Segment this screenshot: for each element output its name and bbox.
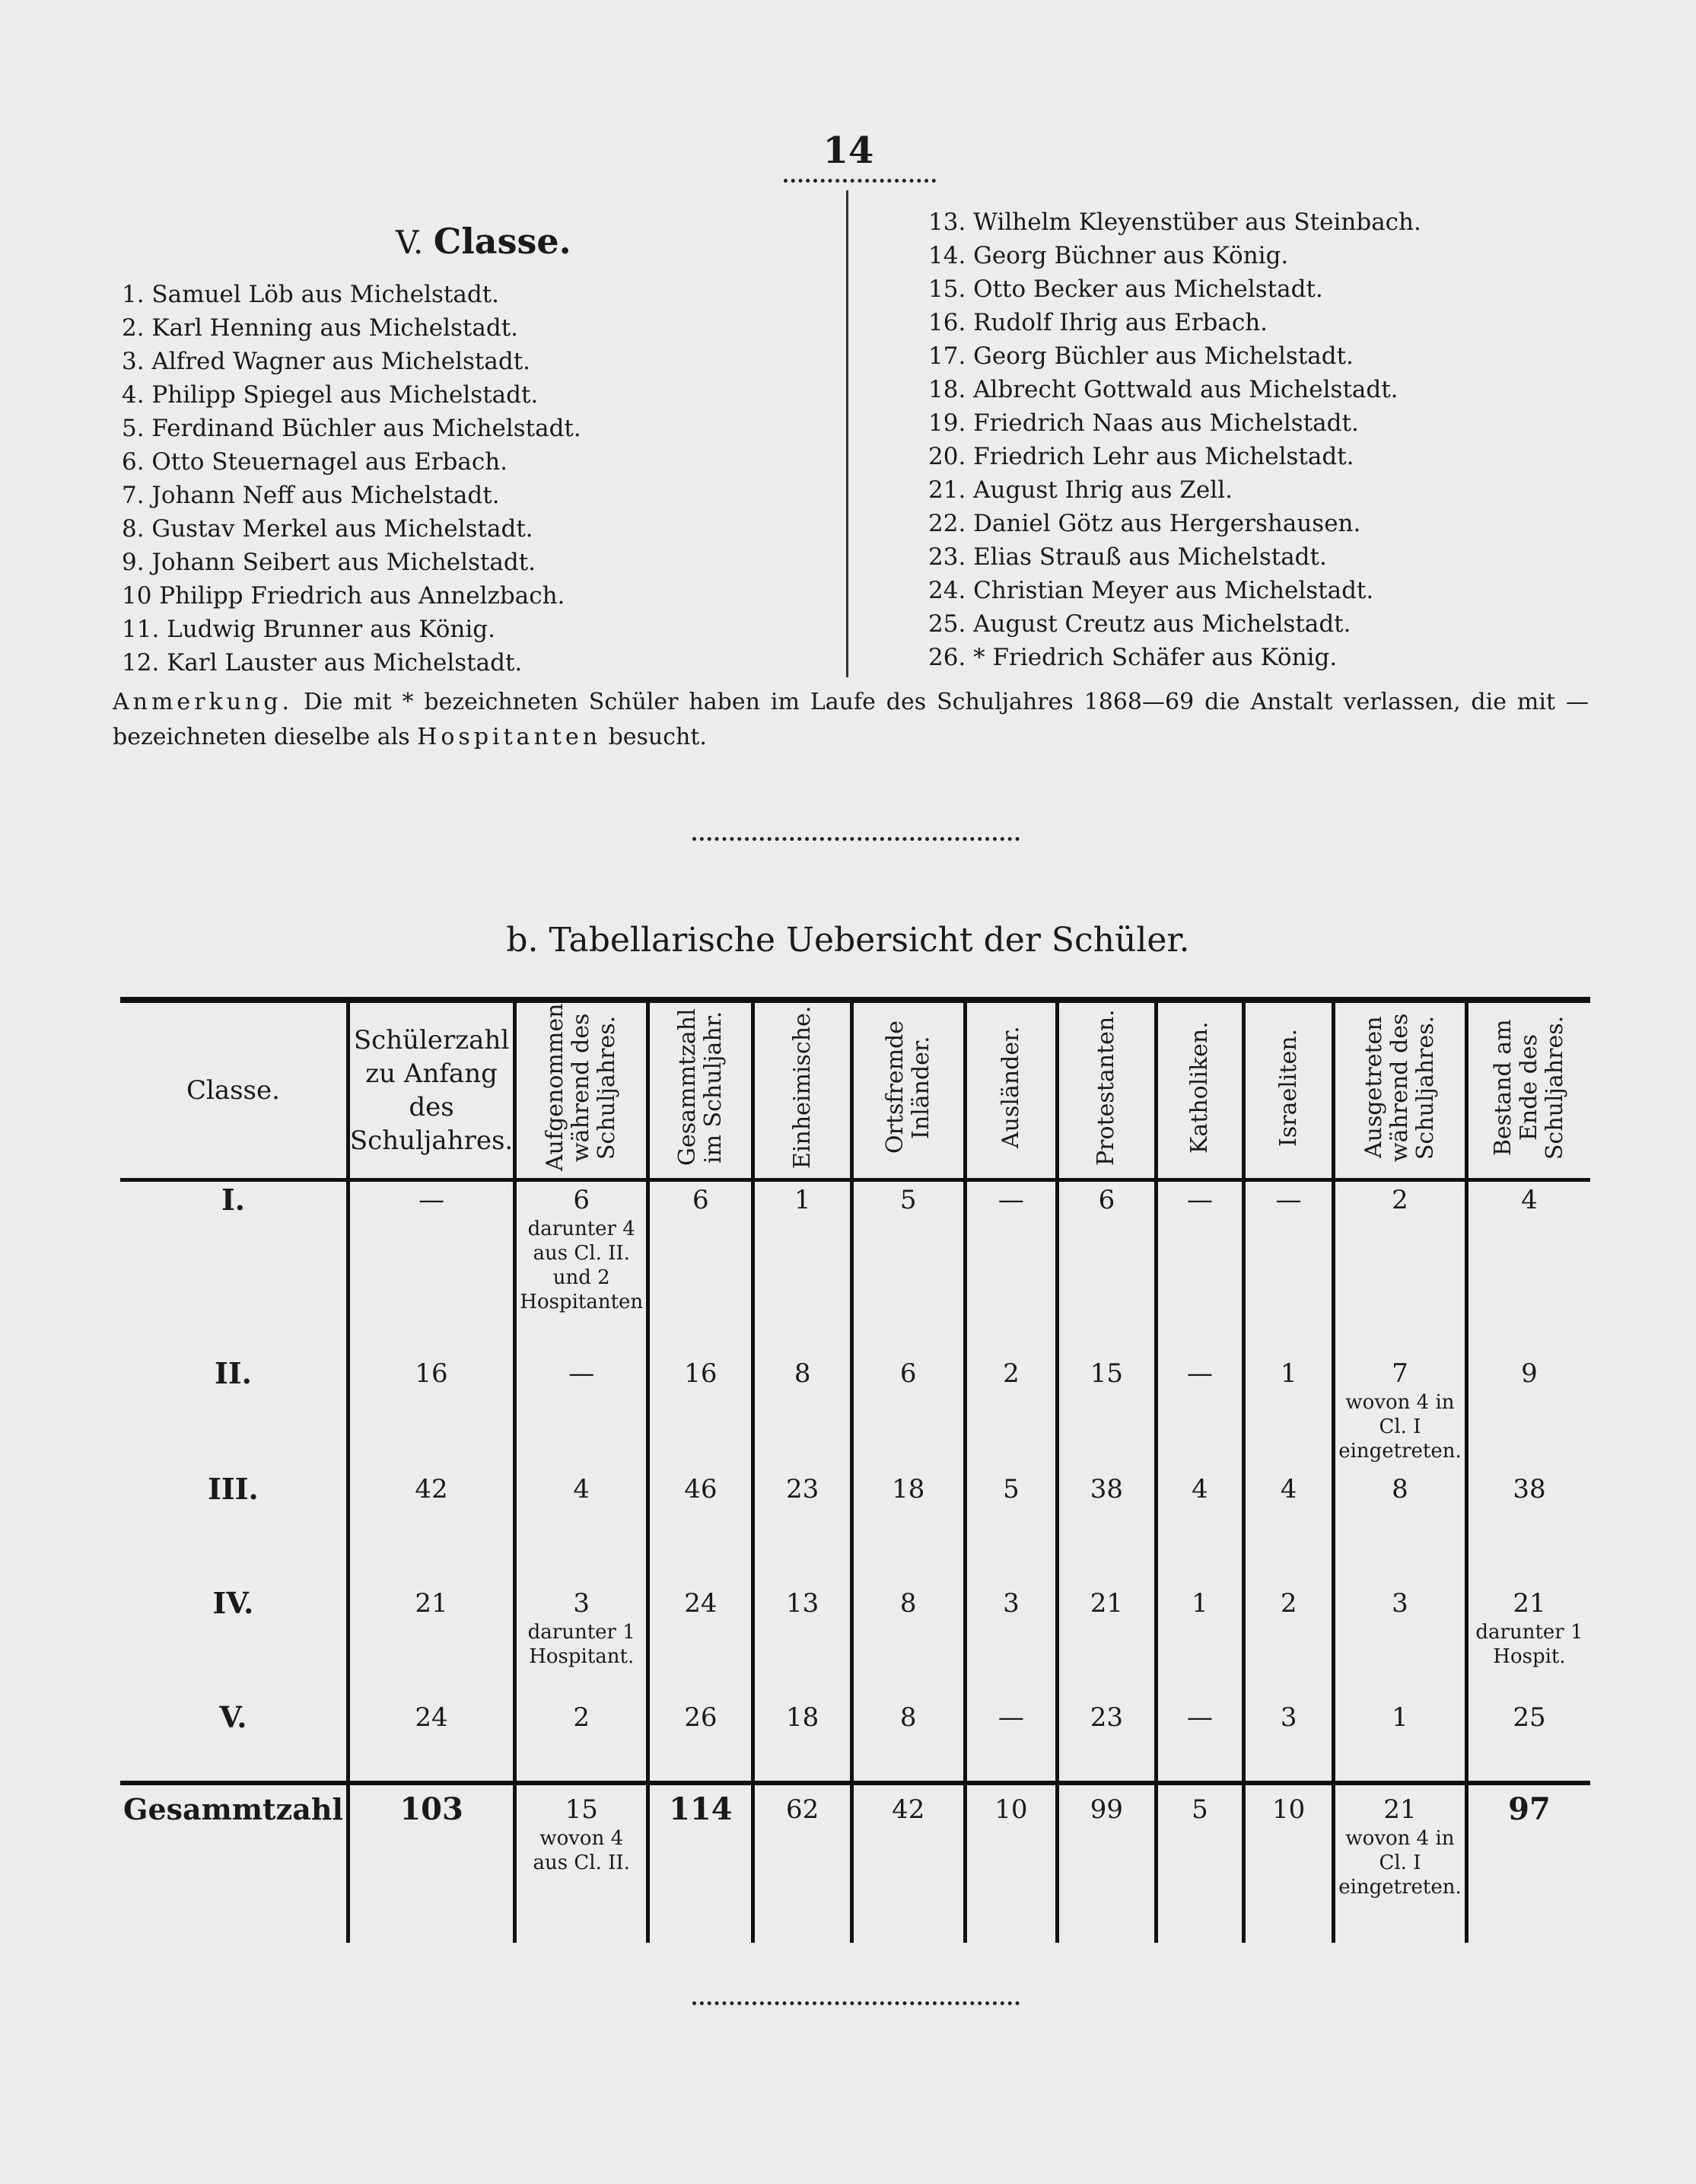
list-item: 17. Georg Büchler aus Michelstadt. xyxy=(928,342,1354,370)
list-item: 21. August Ihrig aus Zell. xyxy=(928,476,1233,504)
header-classe: Classe. xyxy=(120,1000,348,1180)
note-text-end: besucht. xyxy=(608,724,707,750)
table-row xyxy=(120,1180,1590,1355)
header-einheimische: Einheimische. xyxy=(753,1000,851,1180)
cell-gesammtzahl: 46 xyxy=(648,1471,753,1585)
cell-aufgenommen: — xyxy=(515,1355,648,1471)
cell-einheimische: 23 xyxy=(753,1471,851,1585)
list-item: 7. Johann Neff aus Michelstadt. xyxy=(122,482,500,509)
cell-protestanten: 21 xyxy=(1058,1585,1156,1699)
cell-gesammtzahl: 6 xyxy=(648,1180,753,1355)
cell-auslaender: 10 xyxy=(965,1783,1058,1943)
list-item: 26. * Friedrich Schäfer aus König. xyxy=(928,644,1338,671)
student-list-right xyxy=(928,205,1613,674)
list-item: 8. Gustav Merkel aus Michelstadt. xyxy=(122,515,533,543)
cell-israeliten: 1 xyxy=(1244,1355,1334,1471)
list-item: 16. Rudolf Ihrig aus Erbach. xyxy=(928,309,1268,336)
cell-note: wovon 4 aus Cl. II. xyxy=(533,1826,630,1874)
header-auslaender: Ausländer. xyxy=(965,1000,1058,1180)
cell-protestanten: 38 xyxy=(1058,1471,1156,1585)
cell-katholiken: — xyxy=(1156,1355,1244,1471)
cell-gesammtzahl: 114 xyxy=(648,1783,753,1943)
list-item: 9. Johann Seibert aus Michelstadt. xyxy=(122,549,536,576)
cell-einheimische: 8 xyxy=(753,1355,851,1471)
cell-auslaender: — xyxy=(965,1699,1058,1783)
cell-ortsfremde: 42 xyxy=(851,1783,965,1943)
cell-bestand: 4 xyxy=(1466,1180,1590,1355)
cell-aufgenommen: 3 darunter 1 Hospitant. xyxy=(515,1585,648,1699)
cell-aufgenommen: 2 xyxy=(515,1699,648,1783)
table-row xyxy=(120,1471,1590,1585)
cell-classe: III. xyxy=(208,1471,259,1506)
cell-gesammtzahl: 24 xyxy=(648,1585,753,1699)
cell-ausgetreten: 2 xyxy=(1334,1180,1467,1355)
cell-israeliten: 10 xyxy=(1244,1783,1334,1943)
cell-einheimische: 62 xyxy=(753,1783,851,1943)
cell-classe: II. xyxy=(215,1355,252,1390)
cell-auslaender: 2 xyxy=(965,1355,1058,1471)
cell-aufgenommen: 6 darunter 4 aus Cl. II. und 2 Hospitanten xyxy=(515,1180,648,1355)
cell-note: wovon 4 in Cl. I eingetreten. xyxy=(1338,1390,1462,1463)
cell-israeliten: 2 xyxy=(1244,1585,1334,1699)
cell-classe: IV. xyxy=(212,1585,254,1620)
header-gesammtzahl: Gesammtzahl im Schuljahr. xyxy=(648,1000,753,1180)
cell-protestanten: 99 xyxy=(1058,1783,1156,1943)
cell-ausgetreten: 3 xyxy=(1334,1585,1467,1699)
cell-gesammtzahl: 16 xyxy=(648,1355,753,1471)
ornament-divider-middle xyxy=(692,837,1020,848)
table-total-row xyxy=(120,1783,1590,1943)
section-heading xyxy=(396,221,571,262)
cell-schuelerzahl: 21 xyxy=(348,1585,514,1699)
cell-classe: I. xyxy=(221,1183,245,1217)
table-row xyxy=(120,1699,1590,1783)
list-item: 2. Karl Henning aus Michelstadt. xyxy=(122,314,519,342)
cell-protestanten: 6 xyxy=(1058,1180,1156,1355)
table-row xyxy=(120,1585,1590,1699)
cell-bestand: 38 xyxy=(1466,1471,1590,1585)
cell-auslaender: 5 xyxy=(965,1471,1058,1585)
cell-auslaender: 3 xyxy=(965,1585,1058,1699)
cell-bestand: 97 xyxy=(1466,1783,1590,1943)
list-item: 3. Alfred Wagner aus Michelstadt. xyxy=(122,348,531,375)
cell-schuelerzahl: 42 xyxy=(348,1471,514,1585)
cell-israeliten: 4 xyxy=(1244,1471,1334,1585)
header-israeliten: Israeliten. xyxy=(1244,1000,1334,1180)
cell-ausgetreten: 7 wovon 4 in Cl. I eingetreten. xyxy=(1334,1355,1467,1471)
table-header-row xyxy=(120,1000,1590,1180)
student-list-left xyxy=(122,278,807,680)
cell-einheimische: 18 xyxy=(753,1699,851,1783)
cell-katholiken: — xyxy=(1156,1699,1244,1783)
header-ortsfremde: Ortsfremde Inländer. xyxy=(851,1000,965,1180)
list-item: 14. Georg Büchner aus König. xyxy=(928,242,1289,269)
cell-ortsfremde: 8 xyxy=(851,1585,965,1699)
cell-classe: Gesammtzahl xyxy=(120,1783,348,1943)
section-prefix: V. xyxy=(396,224,424,261)
list-item: 23. Elias Strauß aus Michelstadt. xyxy=(928,543,1327,571)
header-aufgenommen: Aufgenommen während des Schuljahres. xyxy=(515,1000,648,1180)
page-number: 14 xyxy=(823,129,874,172)
list-item: 5. Ferdinand Büchler aus Michelstadt. xyxy=(122,415,581,442)
cell-einheimische: 1 xyxy=(753,1180,851,1355)
cell-bestand: 21 darunter 1 Hospit. xyxy=(1466,1585,1590,1699)
cell-ortsfremde: 18 xyxy=(851,1471,965,1585)
list-item: 18. Albrecht Gottwald aus Michelstadt. xyxy=(928,376,1398,403)
cell-ortsfremde: 8 xyxy=(851,1699,965,1783)
cell-gesammtzahl: 26 xyxy=(648,1699,753,1783)
cell-schuelerzahl: 24 xyxy=(348,1699,514,1783)
cell-katholiken: 4 xyxy=(1156,1471,1244,1585)
list-item: 25. August Creutz aus Michelstadt. xyxy=(928,610,1351,638)
list-item: 10 Philipp Friedrich aus Annelzbach. xyxy=(122,582,565,610)
cell-auslaender: — xyxy=(965,1180,1058,1355)
cell-schuelerzahl: 16 xyxy=(348,1355,514,1471)
cell-note: darunter 1 Hospit. xyxy=(1475,1620,1583,1668)
cell-note: darunter 4 aus Cl. II. und 2 Hospitanten xyxy=(520,1218,644,1313)
list-item: 11. Ludwig Brunner aus König. xyxy=(122,616,495,643)
list-item: 19. Friedrich Naas aus Michelstadt. xyxy=(928,409,1359,437)
cell-ortsfremde: 6 xyxy=(851,1355,965,1471)
cell-protestanten: 15 xyxy=(1058,1355,1156,1471)
cell-israeliten: — xyxy=(1244,1180,1334,1355)
cell-ausgetreten: 8 xyxy=(1334,1471,1467,1585)
header-schuelerzahl: Schülerzahl zu Anfang des Schuljahres. xyxy=(348,1000,514,1180)
student-overview-table xyxy=(120,997,1590,1943)
note-label: Anmerkung. xyxy=(113,689,294,715)
cell-ortsfremde: 5 xyxy=(851,1180,965,1355)
cell-schuelerzahl: — xyxy=(348,1180,514,1355)
cell-israeliten: 3 xyxy=(1244,1699,1334,1783)
cell-bestand: 9 xyxy=(1466,1355,1590,1471)
column-divider xyxy=(846,190,848,677)
cell-einheimische: 13 xyxy=(753,1585,851,1699)
list-item: 13. Wilhelm Kleyenstüber aus Steinbach. xyxy=(928,209,1421,236)
header-ausgetreten: Ausgetreten während des Schuljahres. xyxy=(1334,1000,1467,1180)
table-row xyxy=(120,1355,1590,1471)
cell-note: darunter 1 Hospitant. xyxy=(527,1620,635,1668)
note-text: Die mit * bezeichneten Schüler haben im Laufe des Schuljahres 1868—69 die Anstalt verlassen, die mit — bezeichneten dieselbe als xyxy=(113,689,1589,750)
header-protestanten: Protestanten. xyxy=(1058,1000,1156,1180)
list-item: 12. Karl Lauster aus Michelstadt. xyxy=(122,649,523,677)
cell-aufgenommen: 4 xyxy=(515,1471,648,1585)
header-bestand: Bestand am Ende des Schuljahres. xyxy=(1466,1000,1590,1180)
cell-aufgenommen: 15 wovon 4 aus Cl. II. xyxy=(515,1783,648,1943)
cell-katholiken: — xyxy=(1156,1180,1244,1355)
note-emphasis: Hospitanten xyxy=(417,724,602,750)
cell-katholiken: 1 xyxy=(1156,1585,1244,1699)
cell-ausgetreten: 1 xyxy=(1334,1699,1467,1783)
cell-ausgetreten: 21 wovon 4 in Cl. I eingetreten. xyxy=(1334,1783,1467,1943)
annotation-note xyxy=(113,685,1589,755)
list-item: 15. Otto Becker aus Michelstadt. xyxy=(928,275,1323,303)
header-katholiken: Katholiken. xyxy=(1156,1000,1244,1180)
list-item: 20. Friedrich Lehr aus Michelstadt. xyxy=(928,443,1354,470)
list-item: 6. Otto Steuernagel aus Erbach. xyxy=(122,448,508,476)
list-item: 1. Samuel Löb aus Michelstadt. xyxy=(122,281,500,308)
cell-bestand: 25 xyxy=(1466,1699,1590,1783)
cell-katholiken: 5 xyxy=(1156,1783,1244,1943)
cell-classe: V. xyxy=(219,1699,247,1734)
section-title: Classe. xyxy=(433,221,571,262)
list-item: 24. Christian Meyer aus Michelstadt. xyxy=(928,577,1374,604)
table-title: b. Tabellarische Uebersicht der Schüler. xyxy=(506,921,1190,960)
cell-schuelerzahl: 103 xyxy=(348,1783,514,1943)
list-item: 4. Philipp Spiegel aus Michelstadt. xyxy=(122,381,539,409)
list-item: 22. Daniel Götz aus Hergershausen. xyxy=(928,510,1361,537)
ornament-divider-top xyxy=(784,179,936,190)
cell-protestanten: 23 xyxy=(1058,1699,1156,1783)
ornament-divider-bottom xyxy=(692,2001,1020,2013)
cell-note: wovon 4 in Cl. I eingetreten. xyxy=(1338,1826,1462,1899)
